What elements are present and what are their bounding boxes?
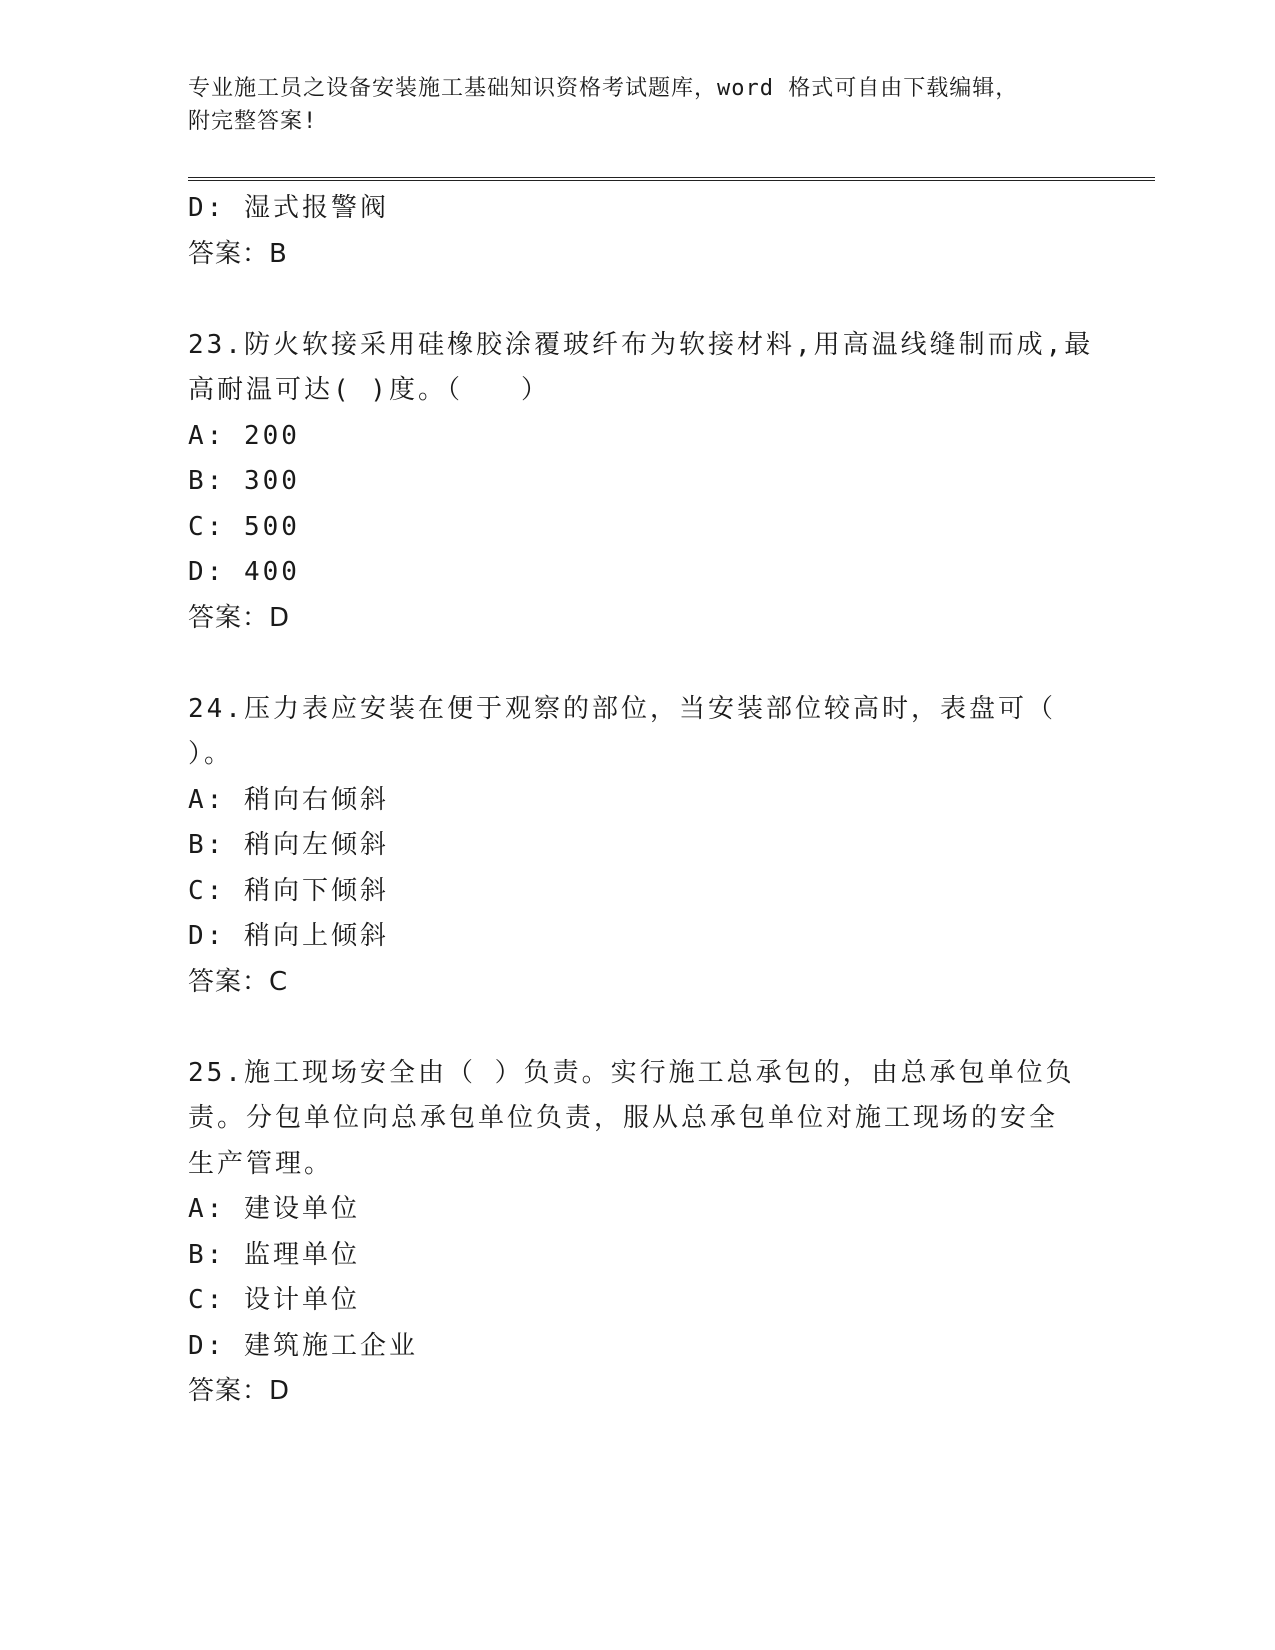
option-d: D: 建筑施工企业 bbox=[188, 1330, 418, 1361]
document-body bbox=[188, 186, 1094, 1415]
answer-line: 答案：D bbox=[188, 602, 291, 633]
header-divider bbox=[188, 177, 1155, 181]
question-text: ）。 bbox=[188, 739, 234, 769]
header-line-2: 附完整答案! bbox=[188, 109, 318, 134]
option-a: A: 稍向右倾斜 bbox=[188, 784, 389, 815]
question-text: 生产管理。 bbox=[188, 1148, 334, 1179]
question-text: 25.施工现场安全由（ ）负责。实行施工总承包的，由总承包单位负 bbox=[188, 1057, 1075, 1088]
answer-line: 答案：C bbox=[188, 966, 289, 997]
option-d: D: 湿式报警阀 bbox=[188, 193, 389, 223]
option-b: B: 300 bbox=[188, 466, 300, 496]
option-c: C: 500 bbox=[188, 511, 300, 542]
option-c: C: 设计单位 bbox=[188, 1285, 360, 1315]
question-24 bbox=[188, 687, 1088, 1006]
option-c: C: 稍向下倾斜 bbox=[188, 875, 389, 906]
option-b: B: 监理单位 bbox=[188, 1239, 360, 1270]
question-text: 高耐温可达( )度。（ ） bbox=[188, 375, 550, 405]
question-text: 责。分包单位向总承包单位负责，服从总承包单位对施工现场的安全 bbox=[188, 1103, 1059, 1133]
option-b: B: 稍向左倾斜 bbox=[188, 830, 389, 860]
previous-question-tail bbox=[188, 186, 1088, 277]
page-header bbox=[188, 72, 1088, 138]
spacer bbox=[188, 1005, 1088, 1051]
question-25 bbox=[188, 1051, 1088, 1415]
question-text: 24.压力表应安装在便于观察的部位，当安装部位较高时，表盘可（ bbox=[188, 693, 1056, 724]
option-a: A: 建设单位 bbox=[188, 1194, 360, 1224]
answer-line: 答案：D bbox=[188, 1376, 291, 1406]
answer-line: 答案：B bbox=[188, 238, 288, 269]
option-d: D: 稍向上倾斜 bbox=[188, 921, 389, 951]
question-23 bbox=[188, 323, 1094, 642]
option-d: D: 400 bbox=[188, 557, 300, 587]
spacer bbox=[188, 277, 1088, 323]
header-line-1: 专业施工员之设备安装施工基础知识资格考试题库，word 格式可自由下载编辑， bbox=[188, 76, 1019, 101]
spacer bbox=[188, 641, 1088, 687]
question-text: 23.防火软接采用硅橡胶涂覆玻纤布为软接材料,用高温线缝制而成,最 bbox=[188, 329, 1094, 360]
option-a: A: 200 bbox=[188, 420, 300, 451]
